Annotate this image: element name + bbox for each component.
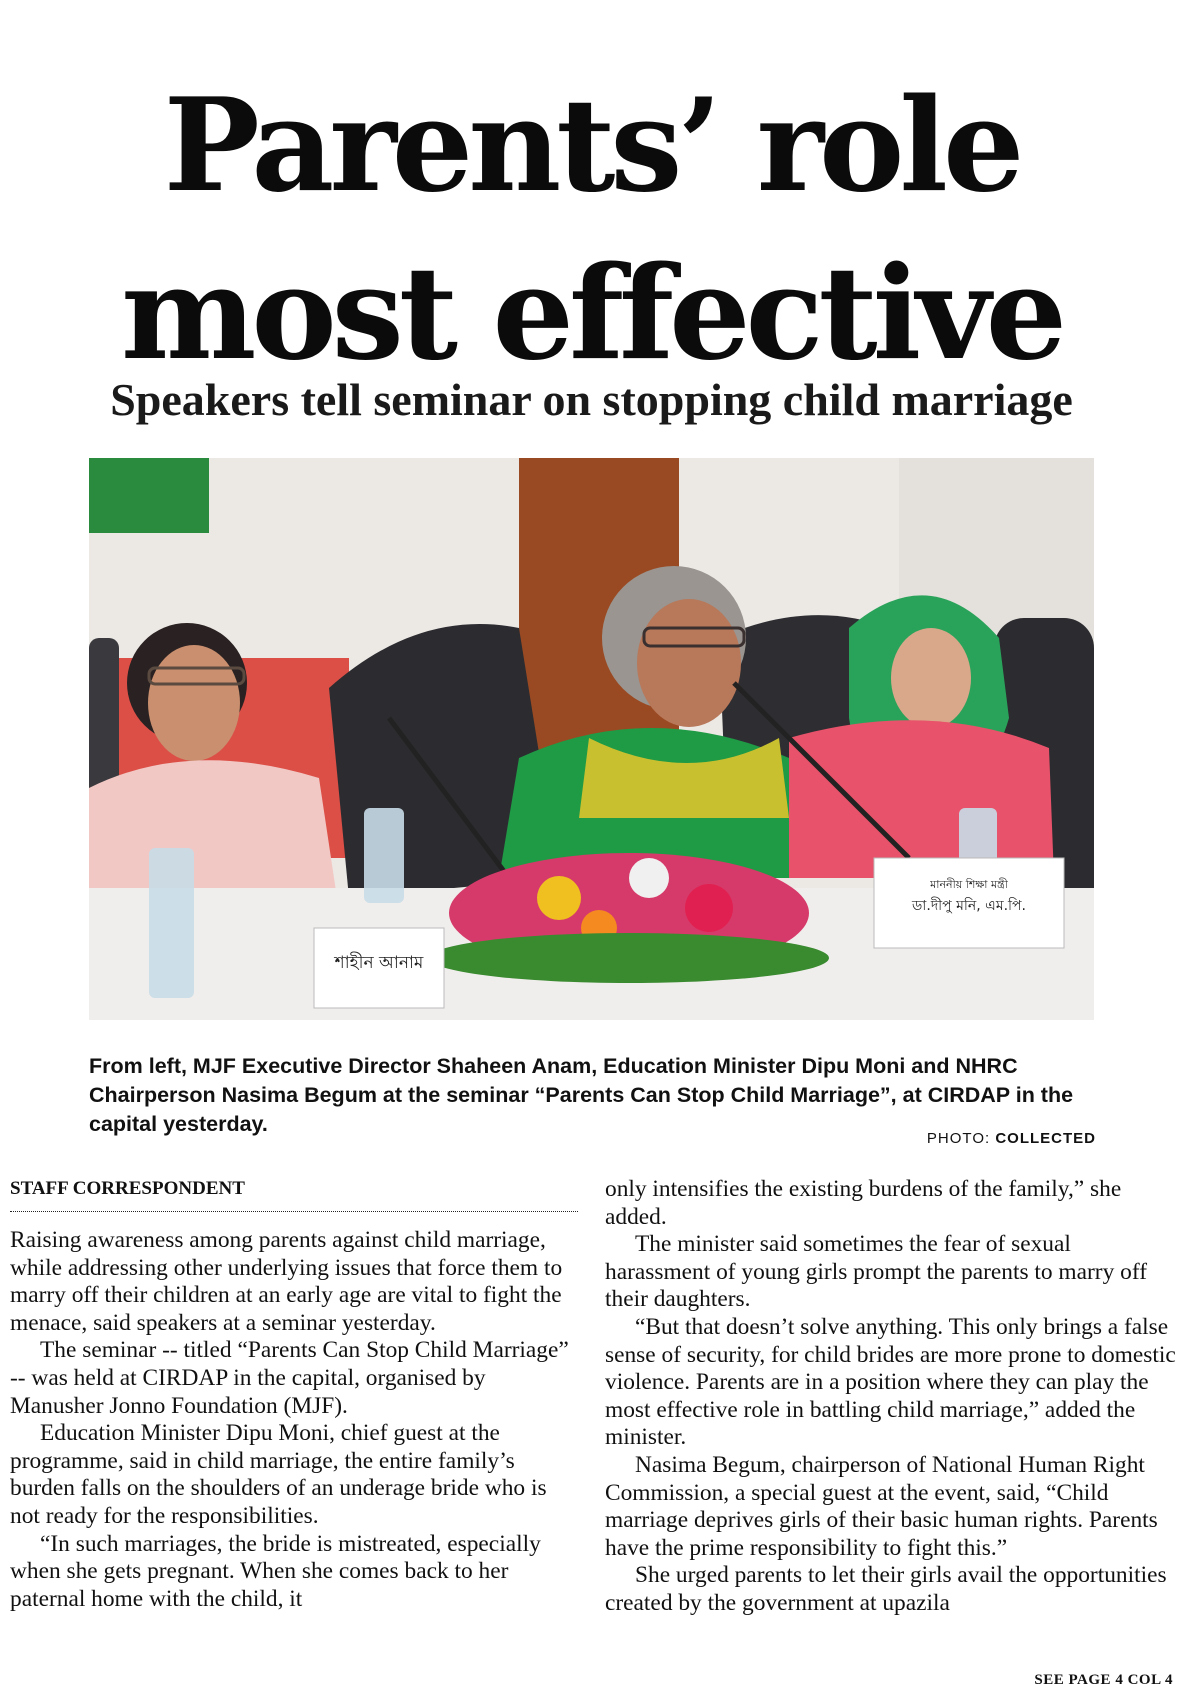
- nameplate-center-line-2: ডা.দীপু মনি, এম.পি.: [912, 898, 1026, 914]
- headline-line-1: Parents’ role: [163, 71, 1020, 221]
- photo-credit-label: PHOTO:: [926, 1130, 991, 1147]
- article-paragraph: Raising awareness among parents against child marriage, while addressing other underlying issues that force them to marry off their children at an early age are vital to fight the menace, said speakers at a seminar yesterday.: [10, 1227, 563, 1336]
- article-paragraph: Education Minister Dipu Moni, chief guest at the programme, said in child marriage, the entire family’s burden falls on the shoulders of an underage bride who is not ready for the responsibilities.: [10, 1420, 547, 1529]
- seminar-photo-icon: [89, 458, 1094, 1020]
- headline: [0, 62, 1183, 398]
- article-paragraph: “But that doesn’t solve anything. This only brings a false sense of security, for child brides are more prone to domestic violence. Parents are in a position where they can play the most effective role in battling child marriage,” added the minister.: [605, 1313, 1176, 1451]
- article-paragraph: “In such marriages, the bride is mistreated, especially when she gets pregnant. When she comes back to her paternal home with the child, it: [10, 1530, 541, 1612]
- nameplate-left: শাহীন আনাম: [334, 953, 424, 973]
- article-paragraph: She urged parents to let their girls avail the opportunities created by the government at upazila: [605, 1562, 1167, 1616]
- photo-credit: [927, 1130, 1096, 1147]
- seminar-photo: [89, 458, 1094, 1020]
- subheadline: Speakers tell seminar on stopping child marriage: [110, 374, 1073, 425]
- article-paragraph: only intensifies the existing burdens of the family,” she added.: [605, 1176, 1122, 1230]
- byline: STAFF CORRESPONDENT: [10, 1177, 578, 1212]
- nameplate-center-line-1: মাননীয় শিক্ষা মন্ত্রী: [930, 878, 1008, 891]
- article-column-2: [605, 1176, 1179, 1618]
- continuation-link[interactable]: SEE PAGE 4 COL 4: [1034, 1672, 1173, 1688]
- headline-line-2: most effective: [120, 239, 1063, 389]
- article-column-1: [10, 1227, 580, 1613]
- photo-caption: From left, MJF Executive Director Shaheen Anam, Education Minister Dipu Moni and NHRC Chairperson Nasima Begum at the seminar “Parents Can Stop Child Marriage”, at CIRDAP in the capital yesterday.: [89, 1054, 1074, 1136]
- article-paragraph: The seminar -- titled “Parents Can Stop Child Marriage” -- was held at CIRDAP in the capital, organised by Manusher Jonno Foundation (MJF).: [10, 1337, 569, 1419]
- photo-credit-source: COLLECTED: [995, 1130, 1096, 1147]
- article-paragraph: The minister said sometimes the fear of sexual harassment of young girls prompt the parents to marry off their daughters.: [605, 1231, 1147, 1313]
- article-paragraph: Nasima Begum, chairperson of National Human Right Commission, a special guest at the event, said, “Child marriage deprives girls of their basic human rights. Parents have the prime responsibility to fight this.”: [605, 1451, 1158, 1561]
